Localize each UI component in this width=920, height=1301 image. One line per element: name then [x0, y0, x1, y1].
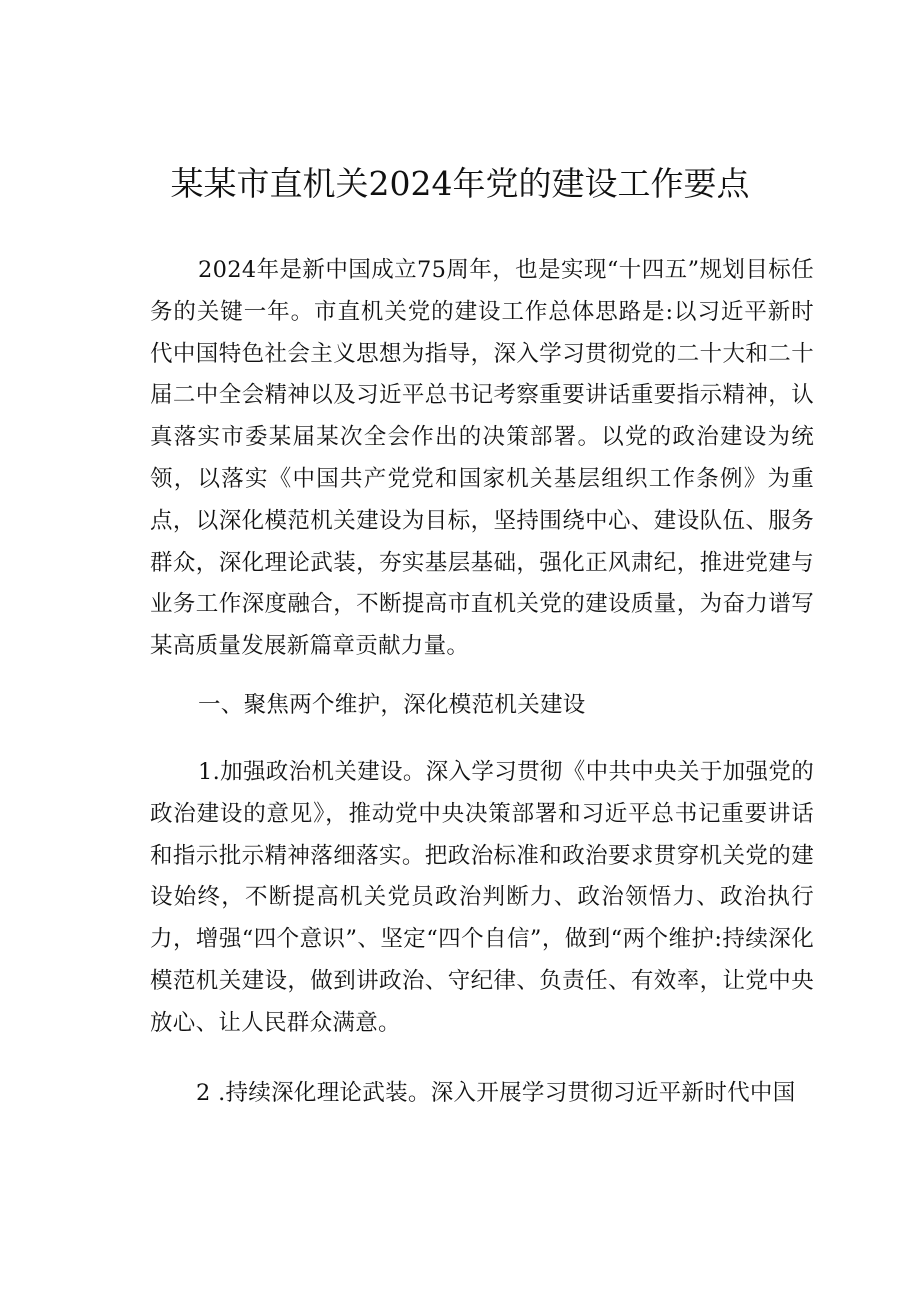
intro-paragraph: 2024年是新中国成立75周年，也是实现“十四五”规划目标任务的关键一年。市直机关党的建设工作总体思路是:以习近平新时代中国特色社会主义思想为指导，深入学习贯彻党的二十大和二十届二中全会精神以及习近平总书记考察重要讲话重要指示精神，认真落实市委某届某次全会作出的决策部署。以党的政治建设为统领，以落实《中国共产党党和国家机关基层组织工作条例》为重点，以深化模范机关建设为目标，坚持围绕中心、建设队伍、服务群众，深化理论武装，夯实基层基础，强化正风肃纪，推进党建与业务工作深度融合，不断提高市直机关党的建设质量，为奋力谱写某高质量发展新篇章贡献力量。: [150, 257, 814, 660]
item-paragraph-1: 1.加强政治机关建设。深入学习贯彻《中共中央关于加强党的政治建设的意见》，推动党中央决策部署和习近平总书记重要讲话和指示批示精神落细落实。把政治标准和政治要求贯穿机关党的建设始终，不断提高机关党员政治判断力、政治领悟力、政治执行力，增强“四个意识”、坚定“四个自信”，做到“两个维护:持续深化模范机关建设，做到讲政治、守纪律、负责任、有效率，让党中央放心、让人民群众满意。: [150, 759, 814, 1036]
item-paragraph-2: 2 .持续深化理论武装。深入开展学习贯彻习近平新时代中国: [196, 1080, 796, 1106]
document-title: 某某市直机关2024年党的建设工作要点: [170, 164, 750, 203]
section-heading-1: 一、聚焦两个维护，深化模范机关建设: [198, 692, 586, 718]
